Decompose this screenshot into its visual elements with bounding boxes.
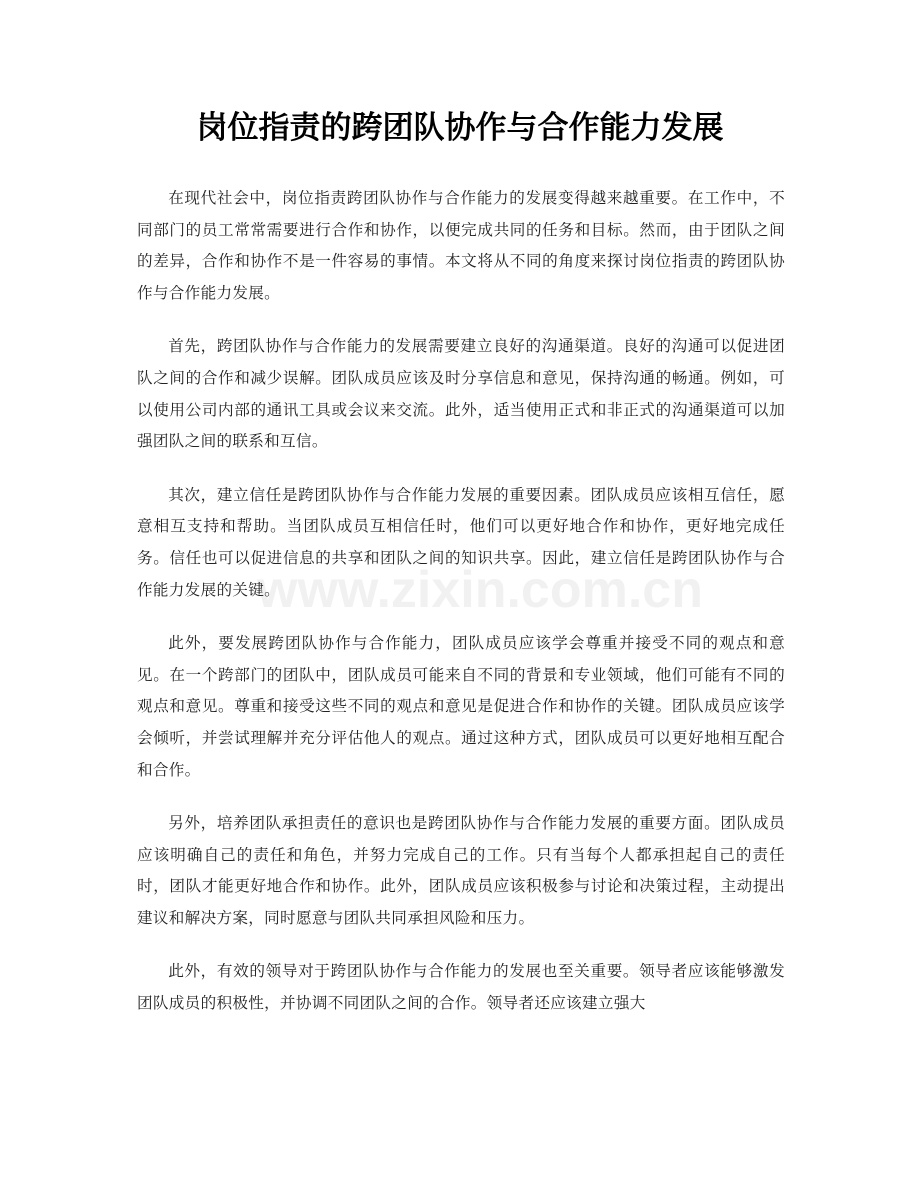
paragraph: 在现代社会中，岗位指责跨团队协作与合作能力的发展变得越来越重要。在工作中，不同部门的员工常常需要进行合作和协作，以便完成共同的任务和目标。然而，由于团队之间的差异，合作和协作不是一件容易的事情。本文将从不同的角度来探讨岗位指责的跨团队协作与合作能力发展。 (137, 189, 785, 302)
document-body (137, 183, 785, 1042)
paragraph: 此外，有效的领导对于跨团队协作与合作能力的发展也至关重要。领导者应该能够激发团队成员的积极性，并协调不同团队之间的合作。领导者还应该建立强大 (137, 962, 785, 1013)
watermark: www.zixin.com.cn (257, 561, 703, 619)
paragraph: 其次，建立信任是跨团队协作与合作能力发展的重要因素。团队成员应该相互信任，愿意相互支持和帮助。当团队成员互相信任时，他们可以更好地合作和协作，更好地完成任务。信任也可以促进信息的共享和团队之间的知识共享。因此，建立信任是跨团队协作与合作能力发展的关键。 (137, 485, 785, 599)
paragraph: 首先，跨团队协作与合作能力的发展需要建立良好的沟通渠道。良好的沟通可以促进团队之间的合作和减少误解。团队成员应该及时分享信息和意见，保持沟通的畅通。例如，可以使用公司内部的通讯工具或会议来交流。此外，适当使用正式和非正式的沟通渠道可以加强团队之间的联系和互信。 (137, 337, 785, 451)
paragraph: 另外，培养团队承担责任的意识也是跨团队协作与合作能力发展的重要方面。团队成员应该明确自己的责任和角色，并努力完成自己的工作。只有当每个人都承担起自己的责任时，团队才能更好地合作和协作。此外，团队成员应该积极参与讨论和决策过程，主动提出建议和解决方案，同时愿意与团队共同承担风险和压力。 (137, 814, 785, 927)
paragraph: 此外，要发展跨团队协作与合作能力，团队成员应该学会尊重并接受不同的观点和意见。在一个跨部门的团队中，团队成员可能来自不同的背景和专业领域，他们可能有不同的观点和意见。尊重和接受这些不同的观点和意见是促进合作和协作的关键。团队成员应该学会倾听，并尝试理解并充分评估他人的观点。通过这种方式，团队成员可以更好地相互配合和合作。 (137, 634, 785, 779)
document-title: 岗位指责的跨团队协作与合作能力发展 (196, 110, 724, 146)
